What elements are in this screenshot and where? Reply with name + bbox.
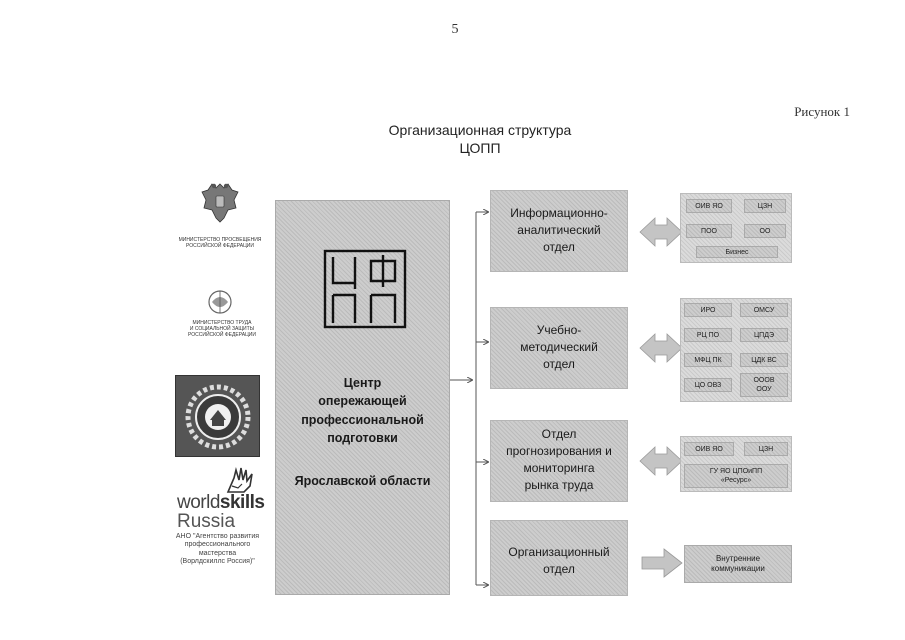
partner-tag-internal [684, 545, 792, 583]
department-label-line: Информационно- [510, 206, 608, 220]
partner-tag-line: ОООВ [753, 377, 775, 384]
department-label-line: методический [520, 340, 598, 354]
department-label-line: отдел [543, 357, 575, 371]
center-name-line3: профессиональной [301, 413, 424, 427]
partner-tag: Бизнес [696, 246, 778, 258]
partner-tag-line: ГУ ЯО ЦПОиПП [709, 468, 763, 475]
department-methodology-label [492, 322, 626, 373]
partner-tag-double [740, 373, 788, 397]
partner-tag: ЦЗН [744, 442, 788, 456]
department-organizational-label [492, 544, 626, 578]
partner-tag-double [684, 464, 788, 488]
worldskills-caption-line2: профессионального [184, 541, 251, 549]
worldskills-caption-line4: (Ворлдскиллс Россия)" [180, 558, 255, 566]
partner-tag: РЦ ПО [684, 328, 732, 342]
center-region: Ярославской области [294, 474, 431, 488]
partner-tag: ЦО ОВЗ [684, 378, 732, 392]
single-arrow-dept4 [642, 549, 682, 577]
department-label-line: аналитический [517, 223, 601, 237]
department-info-analytics-label [492, 205, 626, 256]
partner-tag: МФЦ ПК [684, 353, 732, 367]
partner-tag: ОМСУ [740, 303, 788, 317]
worldskills-caption-line3: мастерства [198, 549, 237, 557]
partner-tag-line: «Ресурс» [720, 477, 752, 484]
page-number: 5 [451, 22, 459, 37]
worldskills-caption-line1: АНО "Агентство развития [175, 533, 260, 540]
department-label-line: прогнозирования и [506, 444, 612, 458]
department-label-line: рынка труда [524, 478, 594, 492]
figure-label: Рисунок 1 [794, 104, 850, 119]
partner-tag: ИРО [684, 303, 732, 317]
center-name-line1: Центр [343, 376, 382, 390]
partner-tag: ПОО [686, 224, 732, 238]
double-arrow-dept1 [640, 218, 682, 246]
double-arrow-dept2 [640, 334, 682, 362]
department-label-line: Отдел [541, 427, 577, 441]
ministry-education-line1: МИНИСТЕРСТВО ПРОСВЕЩЕНИЯ [178, 237, 262, 243]
partner-tag: ЦПДЭ [740, 328, 788, 342]
ministry-labor-line3: РОССИЙСКОЙ ФЕДЕРАЦИИ [188, 332, 256, 338]
center-name-line2: опережающей [318, 394, 407, 408]
ministry-labor-line1: МИНИСТЕРСТВО ТРУДА [192, 320, 252, 326]
department-label-line: отдел [543, 240, 575, 254]
ministry-labor-line2: И СОЦИАЛЬНОЙ ЗАЩИТЫ [189, 326, 255, 332]
partner-tag: ОО [744, 224, 786, 238]
department-label-line: мониторинга [523, 461, 595, 475]
double-arrow-dept3 [640, 447, 682, 475]
department-label-line: Организационный [508, 545, 610, 559]
partner-tag-line: ООУ [756, 386, 772, 393]
department-label-line: отдел [543, 562, 575, 576]
department-forecasting-label [492, 426, 626, 494]
partner-tag-line: Внутренние [715, 554, 761, 563]
center-name-line4: подготовки [327, 431, 398, 445]
figure-title-line1: Организационная структура [388, 122, 572, 138]
partner-tag: ЦДК ВС [740, 353, 788, 367]
ministry-education-line2: РОССИЙСКОЙ ФЕДЕРАЦИИ [186, 243, 254, 249]
worldskills-russia: Russia [177, 511, 236, 532]
worldskills-skills: skills [219, 492, 265, 513]
figure-title-line2: ЦОПП [459, 140, 501, 156]
partner-tag-line: коммуникации [711, 564, 765, 573]
worldskills-world: world [177, 492, 220, 513]
partner-tag: ОИВ ЯО [684, 442, 734, 456]
partner-tag: ЦЗН [744, 199, 786, 213]
department-label-line: Учебно- [536, 323, 582, 337]
partner-tag: ОИВ ЯО [686, 199, 732, 213]
